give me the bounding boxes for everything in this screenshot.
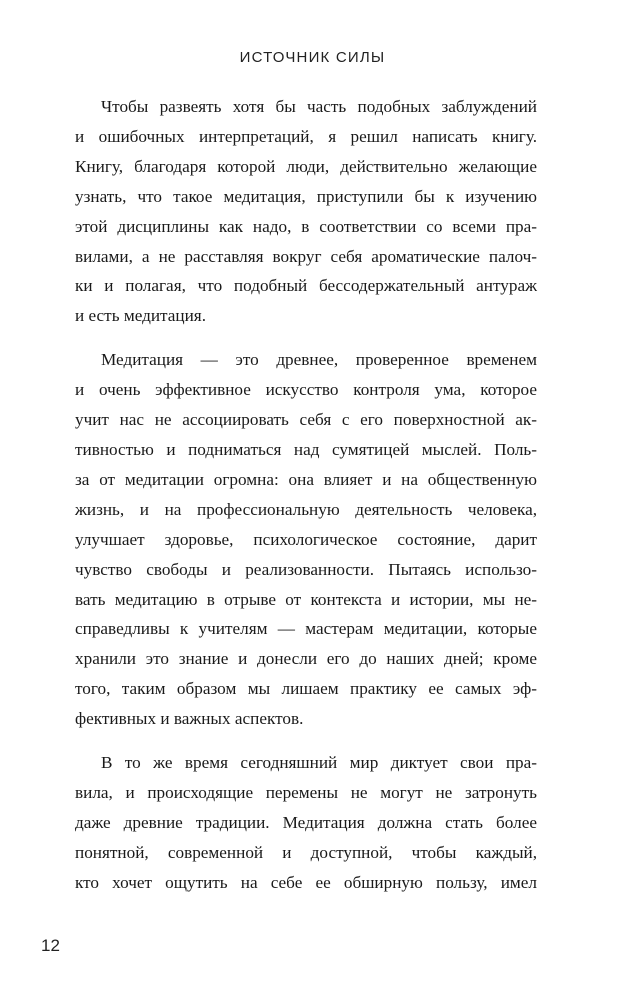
text-line: фективных и важных аспектов. <box>75 709 304 729</box>
text-line: учит нас не ассоциировать себя с его поверхностной ак- <box>75 410 537 430</box>
text-line: справедливы к учителям — мастерам медитации, которые <box>75 619 537 639</box>
running-head: ИСТОЧНИК СИЛЫ <box>239 49 386 66</box>
text-line: даже древние традиции. Медитация должна стать более <box>75 812 537 832</box>
text-line: вила, и происходящие перемены не могут не затронуть <box>75 782 537 802</box>
text-line: жизнь, и на профессиональную деятельность человека, <box>75 499 537 519</box>
text-line: Медитация — это древнее, проверенное временем <box>101 350 537 370</box>
text-line: понятной, современной и доступной, чтобы каждый, <box>75 842 537 862</box>
text-line: этой дисциплины как надо, в соответствии со всеми пра- <box>75 216 537 236</box>
text-line: и есть медитация. <box>75 306 206 326</box>
text-line: хранили это знание и донесли его до наших дней; кроме <box>75 649 537 669</box>
paragraph-1 <box>75 92 537 331</box>
text-line: ки и полагая, что подобный бессодержательный антураж <box>75 276 537 296</box>
text-line: улучшает здоровье, психологическое состояние, дарит <box>75 529 537 549</box>
text-line: Чтобы развеять хотя бы часть подобных заблуждений <box>101 97 537 116</box>
text-line: В то же время сегодняшний мир диктует свои пра- <box>101 753 537 773</box>
paragraph-3 <box>75 748 537 898</box>
text-line: узнать, что такое медитация, приступили бы к изучению <box>75 186 537 206</box>
text-line: Книгу, благодаря которой люди, действительно желающие <box>75 156 537 176</box>
text-line: тивностью и подниматься над сумятицей мыслей. Поль- <box>75 439 537 459</box>
text-line: чувство свободы и реализованности. Пытаясь использо- <box>75 559 537 579</box>
text-line: кто хочет ощутить на себе ее обширную пользу, имел <box>75 872 537 892</box>
text-line: за от медитации огромна: она влияет и на общественную <box>75 469 537 489</box>
text-line: и очень эффективное искусство контроля ума, которое <box>75 380 537 400</box>
text-line: того, таким образом мы лишаем практику ее самых эф- <box>75 679 537 699</box>
text-line: и ошибочных интерпретаций, я решил написать книгу. <box>75 126 537 146</box>
text-line: вилами, а не расставляя вокруг себя ароматические палоч- <box>75 246 537 266</box>
page-number: 12 <box>41 936 60 955</box>
body-text <box>75 92 537 898</box>
text-line: вать медитацию в отрыве от контекста и истории, мы не- <box>75 589 537 609</box>
paragraph-2 <box>75 345 537 734</box>
